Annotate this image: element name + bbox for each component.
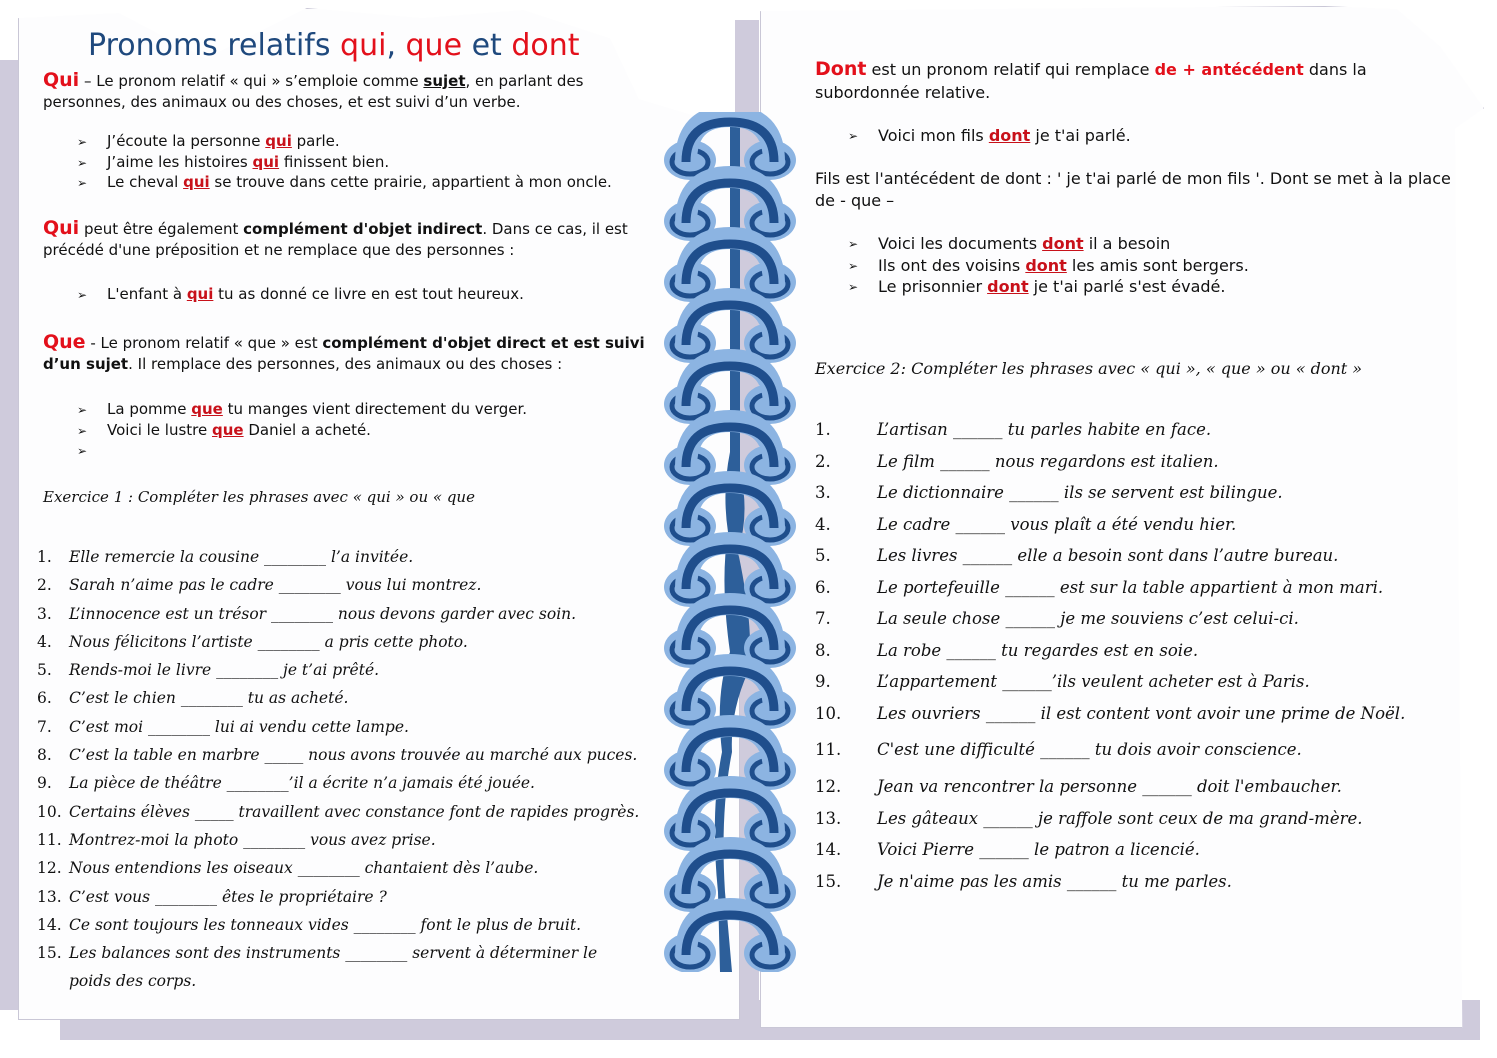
exercise-item: 2. Sarah n’aime pas le cadre ________ vous lui montrez. [37,576,482,595]
example-item: ➢ Ils ont des voisins dont les amis sont bergers. [848,255,1249,277]
exercise-item: 1. L’artisan ______ tu parles habite en face. [815,420,1212,439]
exercise-item: 9. La pièce de théâtre ________’il a écrite n’a jamais été jouée. [37,774,535,793]
exercise-item: 6. Le portefeuille ______ est sur la table appartient à mon mari. [815,577,1384,597]
que-explanation: Que - Le pronom relatif « que » est complément d'objet direct et est suivi d’un sujet. Il remplace des personnes, des animaux ou des choses : [43,331,645,373]
exercise1-list [37,543,639,996]
exercise-item: 15. Les balances sont des instruments ________ servent à déterminer le [37,944,598,963]
exercise-item: 8. C’est la table en marbre _____ nous avons trouvée au marché aux puces. [37,746,638,765]
exercise-item: 10. Certains élèves _____ travaillent avec constance font de rapides progrès. [37,802,640,821]
exercise-item: 5. Les livres ______ elle a besoin sont dans l’autre bureau. [815,546,1339,565]
example-item: ➢ J’écoute la personne qui parle. [77,131,612,152]
example-item: ➢ Voici le lustre que Daniel a acheté. [77,420,527,441]
page-title: Pronoms relatifs qui, que et dont [88,28,580,63]
exercise-item: 7. La seule chose ______ je me souviens c’est celui-ci. [815,609,1299,628]
exercise-item: 5. Rends-moi le livre ________ je t’ai prêté. [37,661,380,680]
exercise-item: 3. L’innocence est un trésor ________ nous devons garder avec soin. [37,604,577,623]
exercise-item: 13. C’est vous ________ êtes le propriétaire ? [37,887,387,906]
example-item: ➢ Voici les documents dont il a besoin [848,233,1249,255]
exercise-item-continuation: poids des corps. [69,972,197,991]
example-item: ➢ La pomme que tu manges vient directement du verger. [77,399,527,420]
qui-coi-examples [77,284,524,305]
dont-antecedent-explanation: Fils est l'antécédent de dont : ' je t'ai parlé de mon fils '. Dont se met à la place de - que – [815,169,1451,210]
qui-coi-explanation: Qui peut être également complément d'objet indirect. Dans ce cas, il est précédé d'une préposition et ne remplace que des personnes : [43,217,628,259]
spiral-binding [660,112,810,972]
exercise-item: 1. Elle remercie la cousine ________ l’a invitée. [37,548,414,566]
qui-subject-explanation: Qui – Le pronom relatif « qui » s’emploie comme sujet, en parlant des personnes, des animaux ou des choses, et est suivi d’un verbe. [43,69,584,111]
exercise-item: 15. Je n'aime pas les amis ______ tu me parles. [815,871,1232,891]
exercise-item: 4. Nous félicitons l’artiste ________ a pris cette photo. [37,632,468,651]
dont-examples [848,233,1249,298]
example-item: ➢ Voici mon fils dont je t'ai parlé. [848,125,1131,147]
exercise-item: 3. Le dictionnaire ______ ils se servent est bilingue. [815,483,1283,502]
exercise-item: 12. Jean va rencontrer la personne ______ doit l'embaucher. [815,776,1342,796]
exercise2-list [815,420,1405,903]
exercise-item: 12. Nous entendions les oiseaux ________ chantaient dès l’aube. [37,859,539,878]
example-item: ➢ J’aime les histoires qui finissent bien. [77,152,612,173]
dont-example [848,125,1131,147]
exercise-item: 2. Le film ______ nous regardons est italien. [815,451,1219,471]
exercise-item: 9. L’appartement ______’ils veulent acheter est à Paris. [815,672,1310,691]
exercise-item: 6. C’est le chien ________ tu as acheté. [37,689,349,708]
exercise-item: 8. La robe ______ tu regardes est en soie. [815,640,1199,660]
que-examples [77,399,527,440]
exercise-item: 11. Montrez-moi la photo ________ vous avez prise. [37,830,436,849]
dont-explanation: Dont est un pronom relatif qui remplace de + antécédent dans la subordonnée relative. [815,58,1367,102]
exercise-item: 7. C’est moi ________ lui ai vendu cette lampe. [37,717,409,736]
exercise1-title: Exercice 1 : Compléter les phrases avec « qui » ou « que [43,488,475,506]
example-item: ➢ Le cheval qui se trouve dans cette prairie, appartient à mon oncle. [77,172,612,193]
exercise-item: 14. Voici Pierre ______ le patron a licencié. [815,840,1200,859]
exercise-item: 11. C'est une difficulté ______ tu dois avoir conscience. [815,739,1302,759]
example-item: ➢ Le prisonnier dont je t'ai parlé s'est évadé. [848,276,1249,298]
exercise2-title: Exercice 2: Compléter les phrases avec « qui », « que » ou « dont » [815,359,1363,378]
exercise-item: 14. Ce sont toujours les tonneaux vides ________ font le plus de bruit. [37,915,582,934]
exercise-item: 13. Les gâteaux ______ je raffole sont ceux de ma grand-mère. [815,808,1363,828]
exercise-item: 10. Les ouvriers ______ il est content vont avoir une prime de Noël. [815,703,1406,723]
exercise-item: 4. Le cadre ______ vous plaît a été vendu hier. [815,514,1237,534]
qui-subject-examples [77,131,612,193]
example-item: ➢ L'enfant à qui tu as donné ce livre en est tout heureux. [77,284,524,305]
